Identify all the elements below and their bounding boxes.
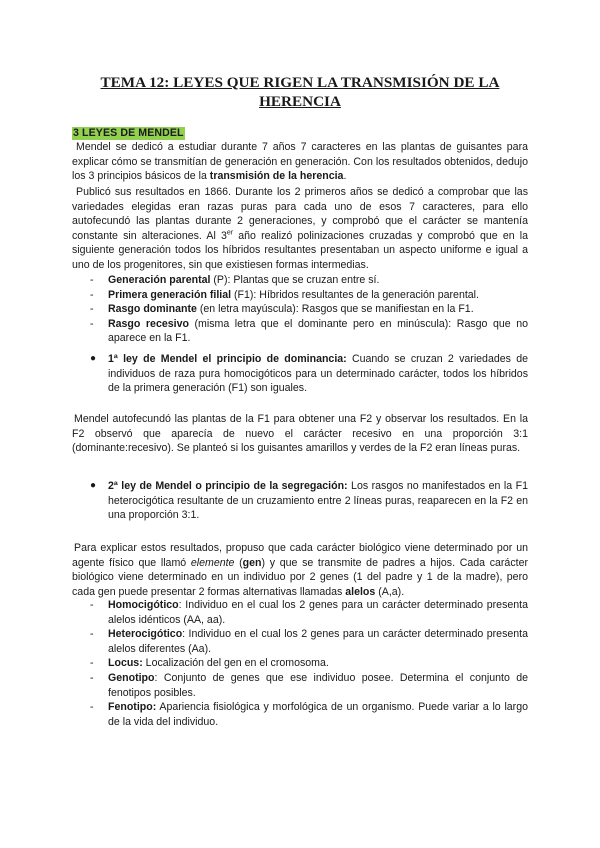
law-2-item: ● 2ª ley de Mendel o principio de la segregación: Los rasgos no manifestados en la F1 heterocigótica resultante de un cruzamiento entre 2 líneas puras, reaparecen en la F2 en una proporción 3:1. xyxy=(90,480,528,522)
paragraph-intro: Mendel se dedicó a estudiar durante 7 años 7 caracteres en las plantas de guisantes para explicar cómo se transmitían de generación en generación. Con los resultados obtenidos, dedujo los 3 principios básicos de la transmisión de la herencia. xyxy=(72,141,528,183)
definitions-list xyxy=(72,273,528,346)
genetics-terms-list xyxy=(72,598,528,729)
list-item: - Heterocigótico: Individuo en el cual los 2 genes para un carácter determinado presenta alelos diferentes (Aa). xyxy=(90,628,528,655)
list-item: - Homocigótico: Individuo en el cual los 2 genes para un carácter determinado presenta alelos idénticos (AA, aa). xyxy=(90,599,528,626)
bold-term: transmisión de la herencia xyxy=(209,170,344,183)
list-item: - Locus: Localización del gen en el cromosoma. xyxy=(90,657,329,670)
list-item: - Rasgo dominante (en letra mayúscula): Rasgos que se manifiestan en la F1. xyxy=(90,303,474,316)
bullet-icon: ● xyxy=(90,480,97,491)
list-item: - Fenotipo: Apariencia fisiológica y morfológica de un organismo. Puede variar a lo largo de la vida del individuo. xyxy=(90,701,528,728)
list-item: - Genotipo: Conjunto de genes que ese individuo posee. Determina el conjunto de fenotipos posibles. xyxy=(90,671,528,699)
list-item: - Generación parental (P): Plantas que se cruzan entre sí. xyxy=(90,274,380,286)
law-1-item: ● 1ª ley de Mendel el principio de dominancia: Cuando se cruzan 2 variedades de individuos de raza pura homocigóticos para un determinado carácter, todos los híbridos de la primera generación (F1) son iguales. xyxy=(90,353,528,395)
paragraph-genes: Para explicar estos resultados, propuso que cada carácter biológico viene determinado por un agente físico que llamó elemente (gen) y que se transmite de padres a hijos. Cada carácter biológico viene determinado en un individuo por 2 genes (1 del padre y 1 de la madre), pero cada gen puede presentar 2 formas alternativas llamadas alelos (A,a). xyxy=(72,542,528,598)
page-title xyxy=(72,73,528,111)
title-line-2: HERENCIA xyxy=(259,93,341,110)
bullet-icon: ● xyxy=(90,353,97,364)
paragraph-publication: Publicó sus resultados en 1866. Durante los 2 primeros años se dedicó a comprobar que las variedades elegidas eran razas puras para cada uno de esos 7 caracteres, para ello autofecundó las plantas durante 2 generaciones, y comprobó que el carácter se mantenía constante sin alteraciones. Al 3er año realizó polinizaciones cruzadas y comprobó que en la siguiente generación todos los híbridos resultantes presentaban un aspecto uniforme e igual a uno de los progenitores, sin que existiesen formas intermedias. xyxy=(72,186,529,271)
section-heading: 3 LEYES DE MENDEL xyxy=(73,127,184,139)
list-item: - Primera generación filial (F1): Híbridos resultantes de la generación parental. xyxy=(90,288,479,301)
list-item: - Rasgo recesivo (misma letra que el dominante pero en minúscula): Rasgo que no aparece en la F1. xyxy=(90,317,528,345)
title-line-1: TEMA 12: LEYES QUE RIGEN LA TRANSMISIÓN DE LA xyxy=(100,74,500,91)
paragraph-f2: Mendel autofecundó las plantas de la F1 para obtener una F2 y observar los resultados. En la F2 observó que aparecía de nuevo el carácter recesivo en una proporción 3:1 (dominante:recesivo). Se planteó si los guisantes amarillos y verdes de la F2 eran líneas puras. xyxy=(72,413,528,455)
